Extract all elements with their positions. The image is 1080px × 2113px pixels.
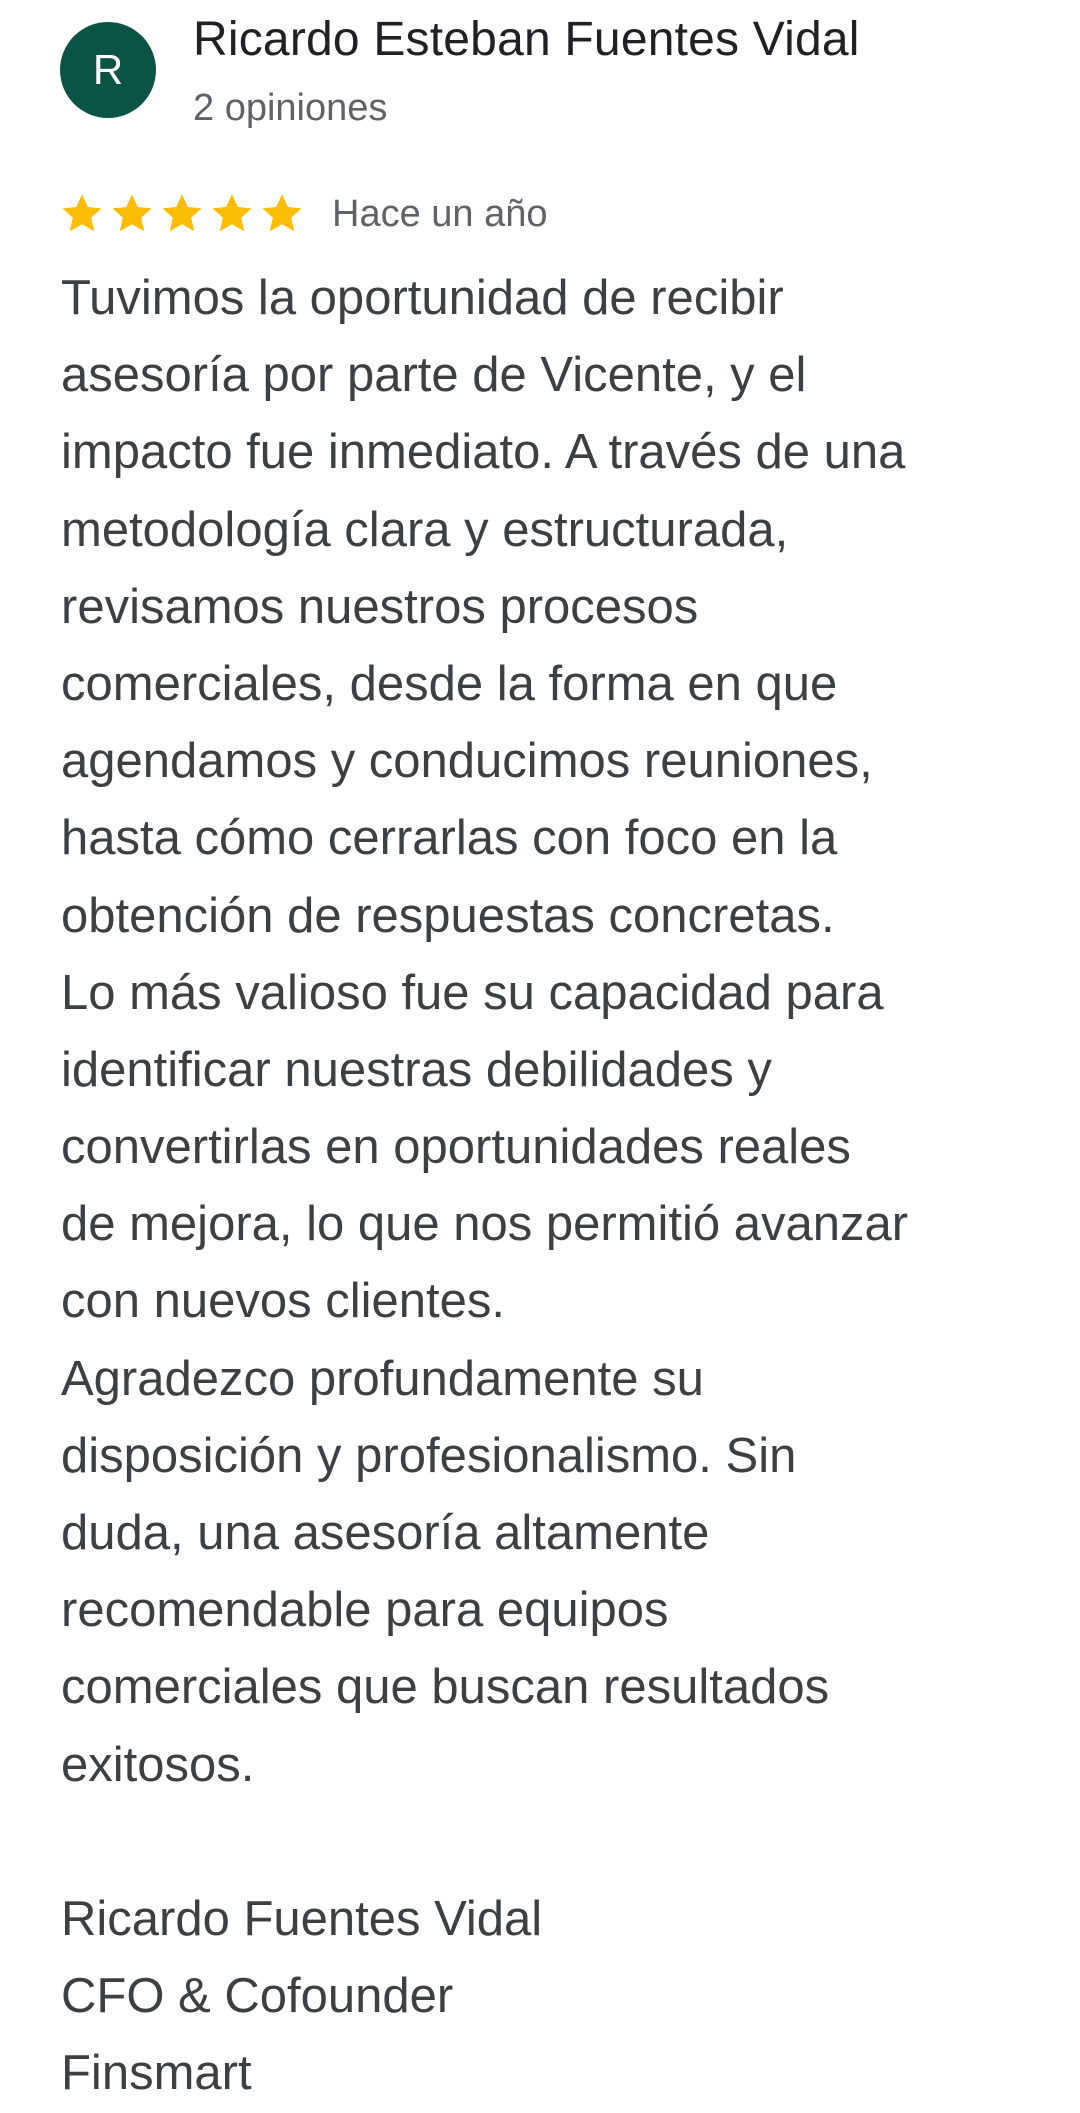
review-text-line: comerciales que buscan resultados <box>61 1660 830 1715</box>
star-icon <box>208 190 256 238</box>
review-text-line: asesoría por parte de Vicente, y el <box>61 348 807 403</box>
rating-row <box>58 188 548 240</box>
review-text-line: disposición y profesionalismo. Sin <box>61 1428 797 1483</box>
star-rating <box>58 190 308 238</box>
review-text-line: Finsmart <box>61 2046 252 2101</box>
review-text-line: recomendable para equipos <box>61 1583 669 1638</box>
review-text-line: Agradezco profundamente su <box>61 1351 704 1406</box>
star-icon <box>58 190 106 238</box>
review-text-line: convertirlas en oportunidades reales <box>61 1120 851 1175</box>
review-text-line: Lo más valioso fue su capacidad para <box>61 965 884 1020</box>
review-text-line: con nuevos clientes. <box>61 1274 505 1329</box>
review-text-line: Tuvimos la oportunidad de recibir <box>61 271 784 325</box>
avatar-initial: R <box>92 46 124 93</box>
review-text-line <box>61 1804 1061 1881</box>
review-text-line: de mejora, lo que nos permitió avanzar <box>61 1197 909 1252</box>
review-text-line: obtención de respuestas concretas. <box>61 888 835 943</box>
star-icon <box>258 190 306 238</box>
avatar[interactable] <box>60 22 156 118</box>
review-text-line: Ricardo Fuentes Vidal <box>61 1891 543 1946</box>
star-icon <box>158 190 206 238</box>
author-review-count: 2 opiniones <box>193 87 388 129</box>
review-text-line: identificar nuestras debilidades y <box>61 1042 772 1097</box>
author-name[interactable]: Ricardo Esteban Fuentes Vidal <box>193 13 860 66</box>
review-text-line: CFO & Cofounder <box>61 1969 454 2024</box>
review-text-line: agendamos y conducimos reuniones, <box>61 734 873 789</box>
star-icon <box>108 190 156 238</box>
review-text-line: revisamos nuestros procesos <box>61 579 699 634</box>
review-text-line: comerciales, desde la forma en que <box>61 656 838 711</box>
review-text-line: hasta cómo cerrarlas con foco en la <box>61 811 838 866</box>
review-text-line: exitosos. <box>61 1737 255 1792</box>
review-text-line: duda, una asesoría altamente <box>61 1506 710 1560</box>
review-text-line: metodología clara y estructurada, <box>61 502 789 557</box>
review-text-line: impacto fue inmediato. A través de una <box>61 425 906 480</box>
review-timestamp: Hace un año <box>332 193 548 235</box>
review-text <box>61 260 1061 2113</box>
